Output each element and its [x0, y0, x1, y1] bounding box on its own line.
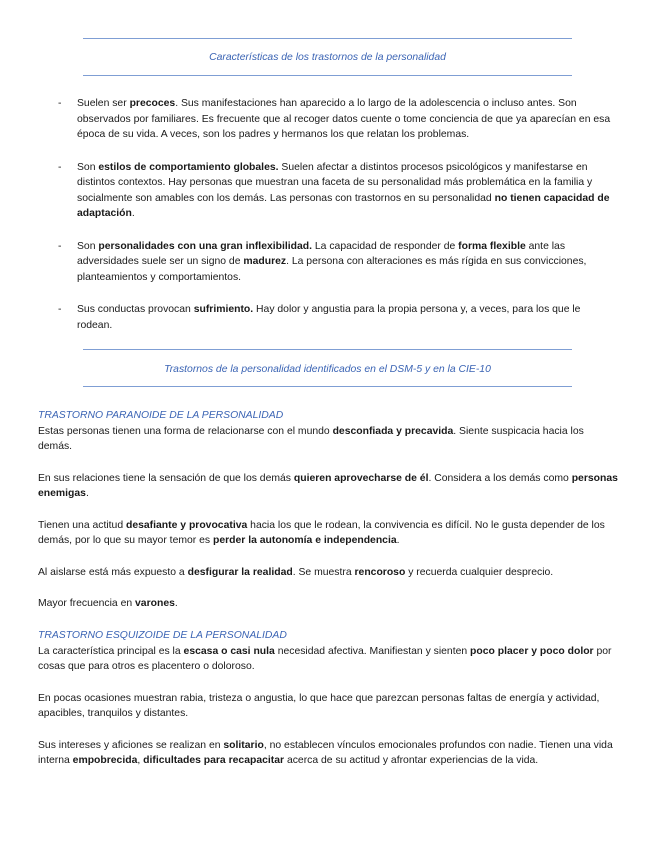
heading-rule-top: [83, 349, 572, 350]
section-title-paranoid: TRASTORNO PARANOIDE DE LA PERSONALIDAD: [38, 410, 284, 421]
heading-rule-bottom: [83, 75, 572, 76]
list-item: - Son personalidades con una gran inflexibilidad. La capacidad de responder de forma flexible ante las adversidades suele ser un signo de madurez. La persona con alteraciones es más rígida en sus convicciones, planteamientos y comportamientos.: [58, 239, 618, 286]
heading-rule-top: [83, 38, 572, 39]
paragraph: En sus relaciones tiene la sensación de que los demás quieren aprovecharse de él. Considera a los demás como personas enemigas.: [38, 472, 618, 499]
list-item: - Suelen ser precoces. Sus manifestaciones han aparecido a lo largo de la adolescencia o incluso antes. Son observados por familiares. Es frecuente que al recoger datos cuente o tome conciencia de que ya aparecían en esa época de su vida. A veces, son los padres y hermanos los que relatan los problemas.: [58, 96, 618, 143]
paragraph: Mayor frecuencia en varones.: [38, 598, 178, 609]
list-item: - Son estilos de comportamiento globales. Suelen afectar a distintos procesos psicológicos y manifestarse en distintos contextos. Hay personas que muestran una faceta de su personalidad más problemática en la familia y socialmente son amables con los demás. Las personas con trastornos en su personalidad no tienen capacidad de adaptación.: [58, 160, 618, 222]
heading-characteristics: Características de los trastornos de la personalidad: [209, 52, 446, 63]
heading-identified: Trastornos de la personalidad identificados en el DSM-5 y en la CIE-10: [164, 364, 491, 375]
paragraph: La característica principal es la escasa o casi nula necesidad afectiva. Manifiestan y sienten poco placer y poco dolor por cosas que para otros es placentero o doloroso.: [38, 645, 612, 672]
section-title-schizoid: TRASTORNO ESQUIZOIDE DE LA PERSONALIDAD: [38, 630, 287, 641]
paragraph: Al aislarse está más expuesto a desfigurar la realidad. Se muestra rencoroso y recuerda cualquier desprecio.: [38, 566, 554, 578]
paragraph: Estas personas tienen una forma de relacionarse con el mundo desconfiada y precavida. Siente suspicacia hacia los demás.: [38, 425, 584, 452]
list-item: - Sus conductas provocan sufrimiento. Hay dolor y angustia para la propia persona y, a veces, para los que le rodean.: [58, 302, 618, 333]
characteristics-list: [58, 96, 618, 350]
paragraph: Sus intereses y aficiones se realizan en solitario, no establecen vínculos emocionales profundos con nadie. Tienen una vida interna empobrecida, dificultades para recapacitar acerca de su actitud y afrontar experiencias de la vida.: [38, 739, 613, 766]
paragraph: Tienen una actitud desafiante y provocativa hacia los que le rodean, la convivencia es difícil. No le gusta depender de los demás, por lo que su mayor temor es perder la autonomía e independencia.: [38, 519, 605, 546]
section-schizoid: [38, 628, 620, 785]
heading-rule-bottom: [83, 386, 572, 387]
paragraph: En pocas ocasiones muestran rabia, tristeza o angustia, lo que hace que parezcan personas faltas de energía y actividad, apacibles, tranquilos y distantes.: [38, 692, 600, 719]
section-paranoid: [38, 408, 620, 628]
